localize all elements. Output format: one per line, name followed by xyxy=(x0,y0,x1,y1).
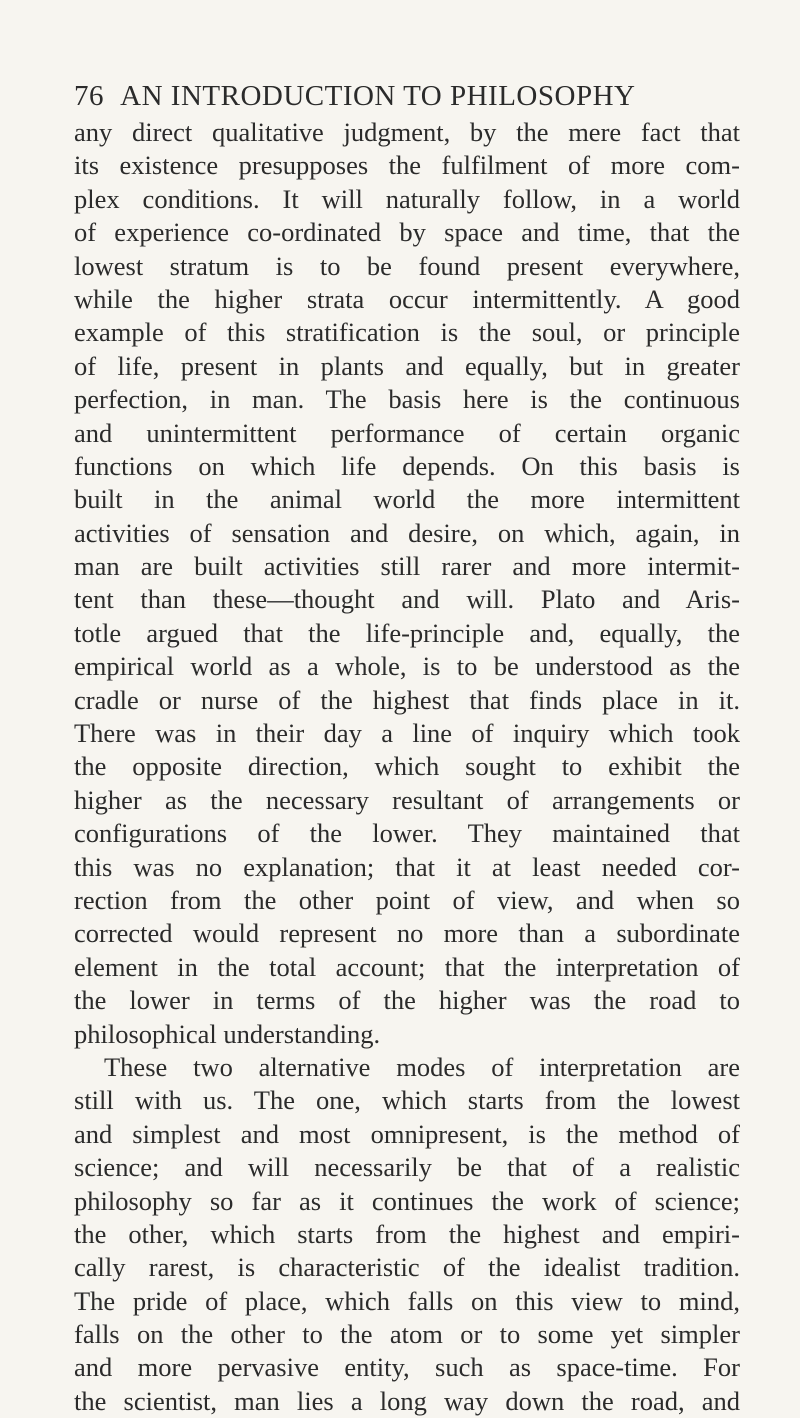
text-line: example of this stratification is the soul, or principle xyxy=(74,317,740,348)
text-line: of life, present in plants and equally, but in greater xyxy=(74,350,740,381)
text-line: rection from the other point of view, and when so xyxy=(74,884,740,915)
text-line: configurations of the lower. They maintained that xyxy=(74,818,740,849)
text-line: There was in their day a line of inquiry which took xyxy=(74,718,740,749)
text-line: philosophy so far as it continues the work of science; xyxy=(74,1185,740,1216)
text-line: this was no explanation; that it at least needed cor- xyxy=(74,851,740,882)
text-line: built in the animal world the more intermittent xyxy=(74,484,740,515)
text-line: falls on the other to the atom or to some yet simpler xyxy=(74,1319,740,1350)
text-line: functions on which life depends. On this basis is xyxy=(74,450,740,481)
text-line: corrected would represent no more than a subordinate xyxy=(74,918,740,949)
text-line: and more pervasive entity, such as space-time. For xyxy=(74,1352,740,1383)
text-line: of experience co-ordinated by space and time, that the xyxy=(74,217,740,248)
body-text xyxy=(74,116,740,1418)
text-line: totle argued that the life-principle and, equally, the xyxy=(74,617,740,648)
text-line: its existence presupposes the fulfilment of more com- xyxy=(74,150,740,181)
page-number: 76 xyxy=(74,80,104,112)
text-line: empirical world as a whole, is to be understood as the xyxy=(74,651,740,682)
text-line: perfection, in man. The basis here is the continuous xyxy=(74,384,740,415)
text-line: lowest stratum is to be found present everywhere, xyxy=(74,250,740,281)
text-line: activities of sensation and desire, on which, again, in xyxy=(74,517,740,548)
text-line: element in the total account; that the interpretation of xyxy=(74,951,740,982)
text-line: The pride of place, which falls on this view to mind, xyxy=(74,1285,740,1316)
paragraph-start-line: These two alternative modes of interpretation are xyxy=(104,1051,740,1082)
text-line: cally rarest, is characteristic of the idealist tradition. xyxy=(74,1252,740,1283)
text-line: man are built activities still rarer and more intermit- xyxy=(74,551,740,582)
paragraph-end-line: philosophical understanding. xyxy=(74,1018,381,1049)
text-line: the opposite direction, which sought to exhibit the xyxy=(74,751,740,782)
text-line: higher as the necessary resultant of arrangements or xyxy=(74,784,740,815)
text-line: plex conditions. It will naturally follow, in a world xyxy=(74,183,740,214)
text-line: the scientist, man lies a long way down the road, and xyxy=(74,1385,740,1416)
text-line: cradle or nurse of the highest that finds place in it. xyxy=(74,684,740,715)
text-line: still with us. The one, which starts from the lowest xyxy=(74,1085,740,1116)
text-line: tent than these—thought and will. Plato and Aris- xyxy=(74,584,740,615)
text-line: the lower in terms of the higher was the road to xyxy=(74,985,740,1016)
text-line: the other, which starts from the highest and empiri- xyxy=(74,1218,740,1249)
text-line: any direct qualitative judgment, by the mere fact that xyxy=(74,117,740,147)
text-line: science; and will necessarily be that of a realistic xyxy=(74,1152,740,1183)
text-line: and simplest and most omnipresent, is the method of xyxy=(74,1118,740,1149)
running-title: AN INTRODUCTION TO PHILOSOPHY xyxy=(120,80,636,112)
text-line: while the higher strata occur intermittently. A good xyxy=(74,283,740,314)
text-line: and unintermittent performance of certain organic xyxy=(74,417,740,448)
running-header xyxy=(74,76,734,116)
